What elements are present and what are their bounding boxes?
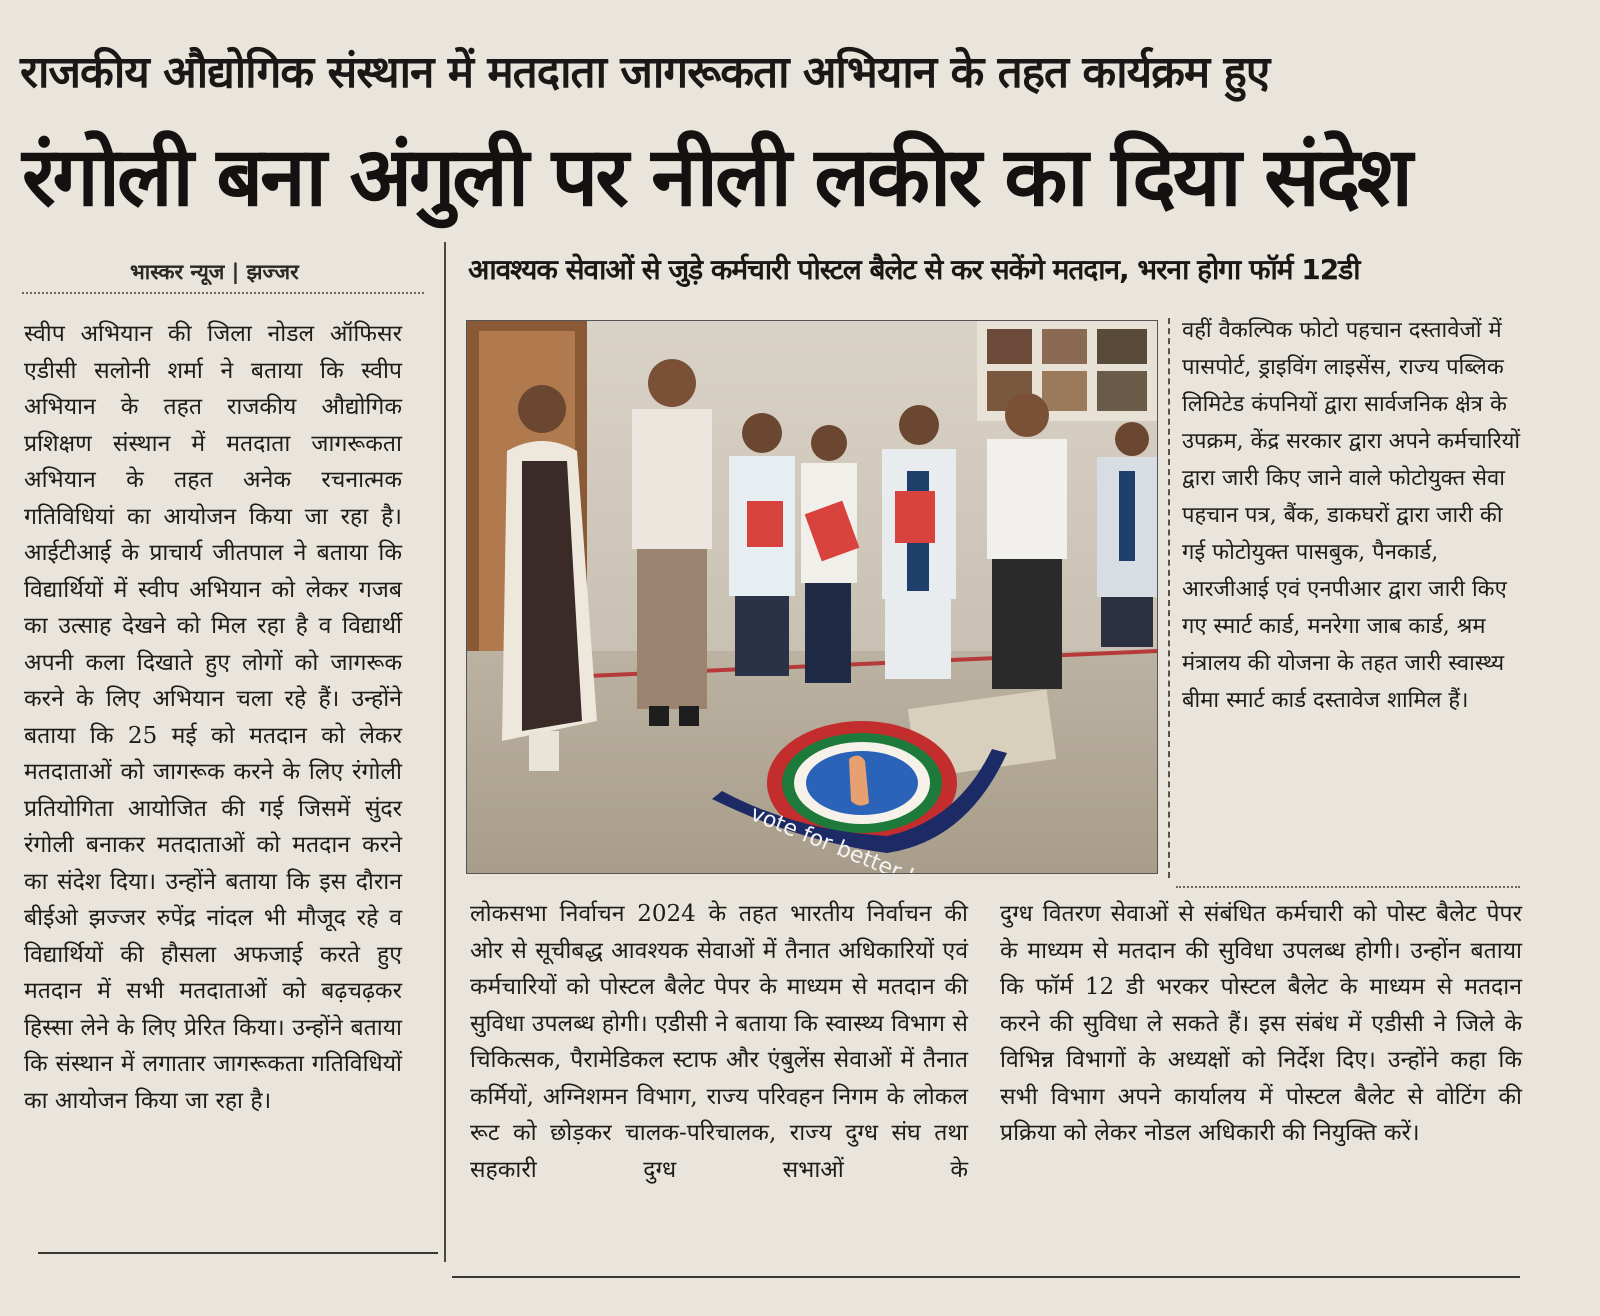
- person-2: [632, 359, 712, 726]
- middle-column-text: [470, 896, 968, 1188]
- bottom-rule-right: [452, 1276, 1520, 1278]
- middle-column-paragraph: लोकसभा निर्वाचन 2024 के तहत भारतीय निर्वाचन की ओर से सूचीबद्ध आवश्यक सेवाओं में तैनात अधिकारियों एवं कर्मचारियों को पोस्टल बैलेट पेपर के माध्यम से मतदान की सुविधा उपलब्ध होगी। एडीसी ने बताया कि स्वास्थ्य विभाग से चिकित्सक, पैरामेडिकल स्टाफ और एंबुलेंस सेवाओं में तैनात कर्मियों, अग्निशमन विभाग, राज्य परिवहन निगम के लोकल रूट को छोड़कर चालक-परिचालक, राज्य दुग्ध संघ तथा सहकारी दुग्ध सभाओं के: [470, 901, 968, 1183]
- bottom-rule-left: [38, 1252, 438, 1254]
- side-column-divider: [1168, 318, 1170, 878]
- side-column-text: वहीं वैकल्पिक फोटो पहचान दस्तावेजों में पासपोर्ट, ड्राइविंग लाइसेंस, राज्य पब्लिक लिमिटेड कंपनियों द्वारा सार्वजनिक क्षेत्र के उपक्रम, केंद्र सरकार द्वारा अपने कर्मचारियों द्वारा जारी किए जाने वाले फोटोयुक्त सेवा पहचान पत्र, बैंक, डाकघरों द्वारा जारी की गई फोटोयुक्त पासबुक, पैनकार्ड, आरजीआई एवं एनपीआर द्वारा जारी किए गए स्मार्ट कार्ड, मनरेगा जाब कार्ड, श्रम मंत्रालय की योजना के तहत जारी स्वास्थ्य बीमा स्मार्ट कार्ड दस्तावेज शामिल हैं।: [1182, 318, 1521, 713]
- left-column-paragraph: स्वीप अभियान की जिला नोडल ऑफिसर एडीसी सलोनी शर्मा ने बताया कि स्वीप अभियान के तहत राजकीय औद्योगिक प्रशिक्षण संस्थान में मतदाता जागरूकता अभियान के तहत अनेक रचनात्मक गतिविधियां का आयोजन किया जा रहा है। आईटीआई के प्राचार्य जीतपाल ने बताया कि विद्यार्थियों में स्वीप अभियान को लेकर गजब का उत्साह देखने को मिल रहा है व विद्यार्थी अपनी कला दिखाते हुए लोगों को जागरूक करने के लिए अभियान चला रहे हैं। उन्होंने बताया कि 25 मई को मतदान को लेकर मतदाताओं को जागरूक करने के लिए रंगोली प्रतियोगिता आयोजित की गई जिसमें सुंदर रंगोली बनाकर मतदाताओं को मतदान करने का संदेश दिया। उन्होंने बताया कि इस दौरान बीईओ झज्जर रुपेंद्र नांदल भी मौजूद रहे व विद्यार्थियों की हौसला अफजाई करते हुए मतदान में सभी मतदाताओं को बढ़चढ़कर हिस्सा लेने के लिए प्रेरित किया। उन्होंने बताया कि संस्थान में लगातार जागरूकता गतिविधियों का आयोजन किया जा रहा है।: [24, 321, 402, 1114]
- article-photo: [466, 320, 1158, 874]
- article-headline: रंगोली बना अंगुली पर नीली लकीर का दिया संदेश: [22, 130, 1410, 225]
- article-subhead: आवश्यक सेवाओं से जुड़े कर्मचारी पोस्टल बैलेट से कर सकेंगे मतदान, भरना होगा फॉर्म 12डी: [468, 253, 1360, 286]
- article-kicker: राजकीय औद्योगिक संस्थान में मतदाता जागरूकता अभियान के तहत कार्यक्रम हुए: [20, 47, 1270, 98]
- right-column-text: [1000, 896, 1522, 1152]
- side-column-bottom-rule: [1176, 886, 1520, 888]
- photo-illustration: [467, 321, 1157, 873]
- article-byline: भास्कर न्यूज | झज्जर: [130, 260, 299, 284]
- right-column-paragraph: दुग्ध वितरण सेवाओं से संबंधित कर्मचारी को पोस्ट बैलेट पेपर के माध्यम से मतदान की सुविधा उपलब्ध होगी। उन्होंन बताया कि फॉर्म 12 डी भरकर पोस्टल बैलेट के माध्यम से मतदान करने की सुविधा ले सकते हैं। इस संबंध में एडीसी ने जिले के विभिन्न विभागों के अध्यक्षों को निर्देश दिए। उन्होंने कहा कि सभी विभाग अपने कार्यालय में पोस्टल बैलेट से वोटिंग की प्रक्रिया को लेकर नोडल अधिकारी की नियुक्ति करें।: [1000, 901, 1522, 1146]
- person-4: [801, 425, 859, 683]
- left-column-text: [24, 316, 402, 1119]
- byline-divider: [22, 292, 424, 294]
- column-divider: [444, 242, 446, 1262]
